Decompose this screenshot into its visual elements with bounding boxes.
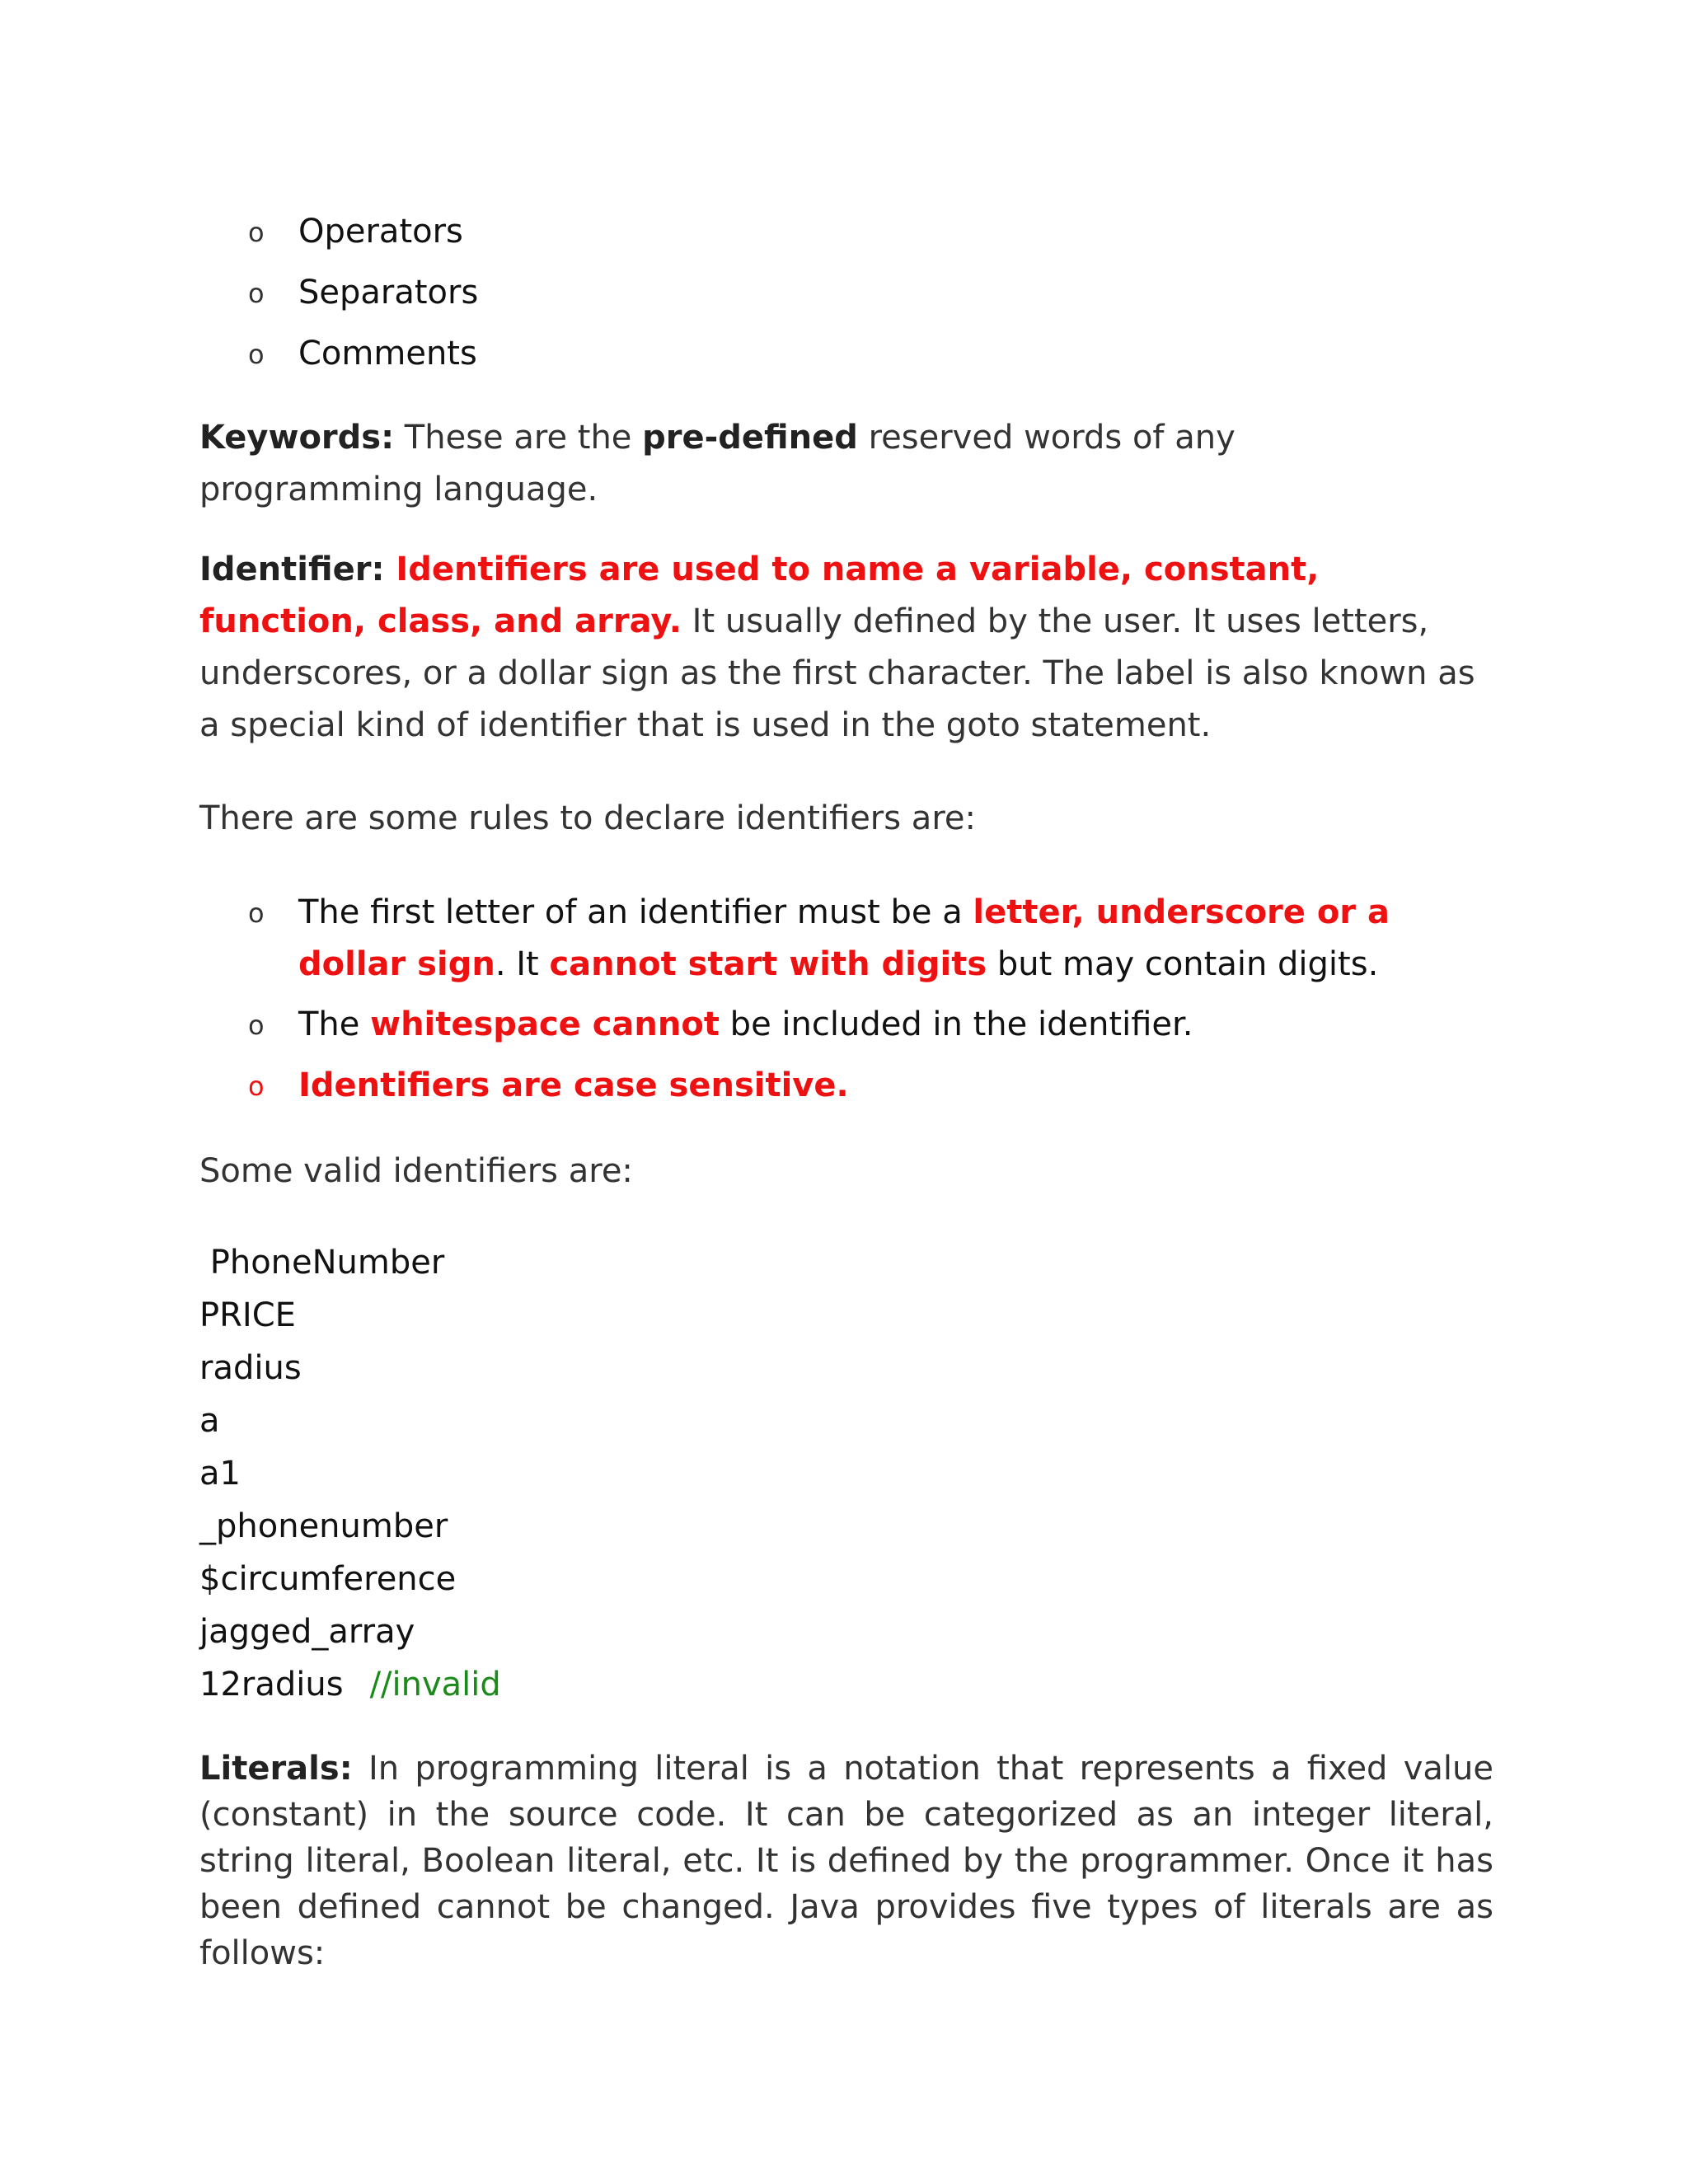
list-item-text: Separators [298, 274, 479, 312]
rule-text-part: The [298, 1005, 371, 1043]
bullet-circle-icon: o [248, 1071, 265, 1102]
keywords-bold: pre-defined [642, 419, 858, 457]
rule-text-part: be included in the identifier. [719, 1005, 1193, 1043]
rules-intro: There are some rules to declare identifiers are: [199, 799, 976, 837]
literals-text: In programming literal is a notation that represents a fixed value (constant) in the source code. It can be categorized as an integer literal, string literal, Boolean literal, etc. It is defined by the programmer. Once it has been defined cannot be changed. Java provides five types of literals are as follows: [199, 1750, 1493, 1972]
literals-paragraph [199, 1746, 1493, 1976]
identifier-example: 12radius [199, 1666, 344, 1704]
identifier-highlight: Identifiers are used to name a variable, constant, function, class, and array. [199, 551, 1320, 640]
bullet-circle-icon: o [248, 1010, 265, 1041]
literals-label: Literals: [199, 1750, 353, 1788]
bullet-circle-icon: o [248, 278, 265, 309]
identifier-paragraph [199, 544, 1493, 752]
keywords-text-end: reserved words of any programming language. [199, 419, 1236, 509]
identifier-example: radius [199, 1349, 302, 1387]
rule-text: Identifiers are case sensitive. [298, 1066, 849, 1104]
identifier-example: jagged_array [199, 1613, 415, 1651]
rule-text-part: but may contain digits. [987, 945, 1379, 983]
identifier-label: Identifier: [199, 551, 385, 588]
keywords-paragraph [199, 412, 1436, 516]
rule-highlight: whitespace cannot [370, 1005, 720, 1043]
identifier-example: PRICE [199, 1296, 296, 1334]
list-item-text: Operators [298, 213, 463, 251]
identifier-example-invalid [199, 1658, 501, 1711]
bullet-circle-icon: o [248, 217, 265, 248]
valid-intro: Some valid identifiers are: [199, 1152, 633, 1190]
identifier-example: _phonenumber [199, 1507, 448, 1545]
identifier-text: It usually defined by the user. It uses letters, underscores, or a dollar sign as the first character. The label is also known as a special kind of identifier that is used in the goto statement. [199, 602, 1475, 744]
rule-text [298, 887, 1502, 991]
identifier-example: a [199, 1402, 220, 1440]
rule-highlight: letter, underscore or a dollar sign [298, 893, 1390, 983]
rule-text-part: . It [495, 945, 550, 983]
identifier-example: PhoneNumber [199, 1244, 445, 1282]
bullet-circle-icon: o [248, 339, 265, 370]
identifier-example: a1 [199, 1455, 241, 1493]
bullet-circle-icon: o [248, 898, 265, 929]
rule-text-part: The first letter of an identifier must be a [298, 893, 973, 931]
rule-highlight: cannot start with digits [549, 945, 987, 983]
identifier-example: $circumference [199, 1560, 457, 1598]
keywords-text: These are the [394, 419, 643, 457]
invalid-comment: //invalid [369, 1666, 501, 1704]
rule-text [298, 999, 1502, 1051]
list-item-text: Comments [298, 335, 477, 373]
keywords-label: Keywords: [199, 419, 395, 457]
